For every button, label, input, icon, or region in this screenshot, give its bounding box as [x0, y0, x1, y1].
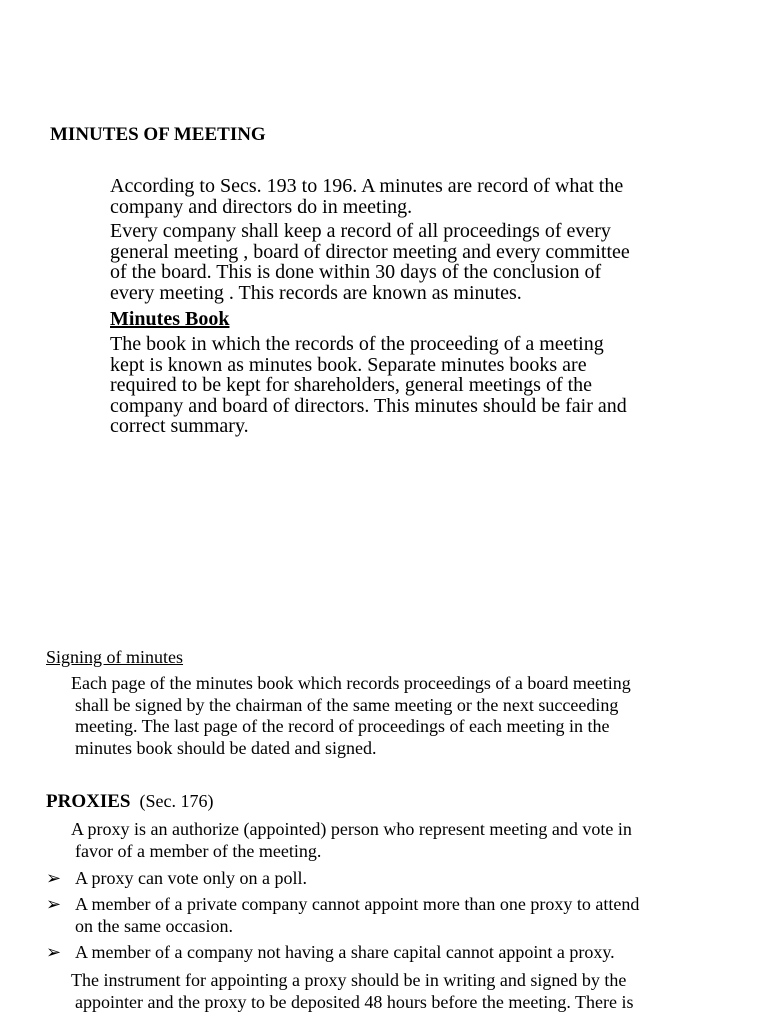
bullet-text — [75, 894, 639, 937]
record-line: Every company shall keep a record of all proceedings of every — [110, 220, 611, 242]
intro-line: company and directors do in meeting. — [110, 195, 413, 218]
proxies-title: PROXIES — [46, 791, 131, 812]
arrow-bullet-icon: ➢ — [46, 894, 62, 914]
intro-paragraph — [110, 176, 623, 217]
record-line: of the board. This is done within 30 days of the conclusion of — [110, 261, 602, 283]
minutes-book-line: required to be kept for shareholders, general meetings of the — [110, 374, 593, 396]
arrow-bullet-icon: ➢ — [46, 942, 62, 962]
bullet-text — [75, 868, 307, 890]
bullet-line: on the same occasion. — [75, 915, 233, 936]
bullet-item — [46, 868, 746, 890]
bullet-item — [46, 894, 746, 938]
bullet-line: A member of a company not having a share capital cannot appoint a proxy. — [75, 942, 615, 962]
bullet-text — [75, 942, 615, 964]
proxies-closing — [71, 970, 634, 1013]
intro-line: According to Secs. 193 to 196. A minutes are record of what the — [110, 175, 624, 197]
record-line: general meeting , board of director meeting and every committee — [110, 240, 630, 263]
minutes-book-line: The book in which the records of the proceeding of a meeting — [110, 333, 604, 355]
bullet-line: A member of a private company cannot appoint more than one proxy to attend — [75, 894, 640, 914]
proxies-intro-line: A proxy is an authorize (appointed) person who represent meeting and vote in — [71, 819, 632, 839]
minutes-book-line: kept is known as minutes book. Separate minutes books are — [110, 353, 587, 376]
proxies-closing-line: appointer and the proxy to be deposited 48 hours before the meeting. There is — [75, 991, 634, 1012]
proxies-intro-line: favor of a member of the meeting. — [75, 840, 322, 861]
proxies-heading — [46, 790, 213, 813]
signing-line: minutes book should be dated and signed. — [75, 737, 377, 758]
minutes-book-paragraph — [110, 334, 627, 437]
record-line: every meeting . This records are known as minutes. — [110, 281, 522, 304]
bullet-line: A proxy can vote only on a poll. — [75, 868, 307, 888]
page-title: MINUTES OF MEETING — [50, 124, 266, 145]
arrow-bullet-icon: ➢ — [46, 868, 62, 888]
proxies-section-ref: (Sec. 176) — [139, 791, 214, 811]
minutes-book-line: company and board of directors. This minutes should be fair and — [110, 394, 627, 417]
signing-line: shall be signed by the chairman of the same meeting or the next succeeding — [75, 694, 619, 715]
minutes-book-line: correct summary. — [110, 415, 249, 437]
proxies-closing-line: The instrument for appointing a proxy should be in writing and signed by the — [71, 970, 627, 990]
proxies-intro — [71, 819, 632, 862]
signing-line: meeting. The last page of the record of proceedings of each meeting in the — [75, 716, 610, 736]
bullet-item — [46, 942, 746, 964]
signing-paragraph — [71, 673, 631, 759]
signing-line: Each page of the minutes book which records proceedings of a board meeting — [71, 673, 631, 693]
signing-heading: Signing of minutes — [46, 647, 184, 667]
minutes-book-heading: Minutes Book — [110, 308, 230, 330]
record-paragraph — [110, 221, 630, 303]
